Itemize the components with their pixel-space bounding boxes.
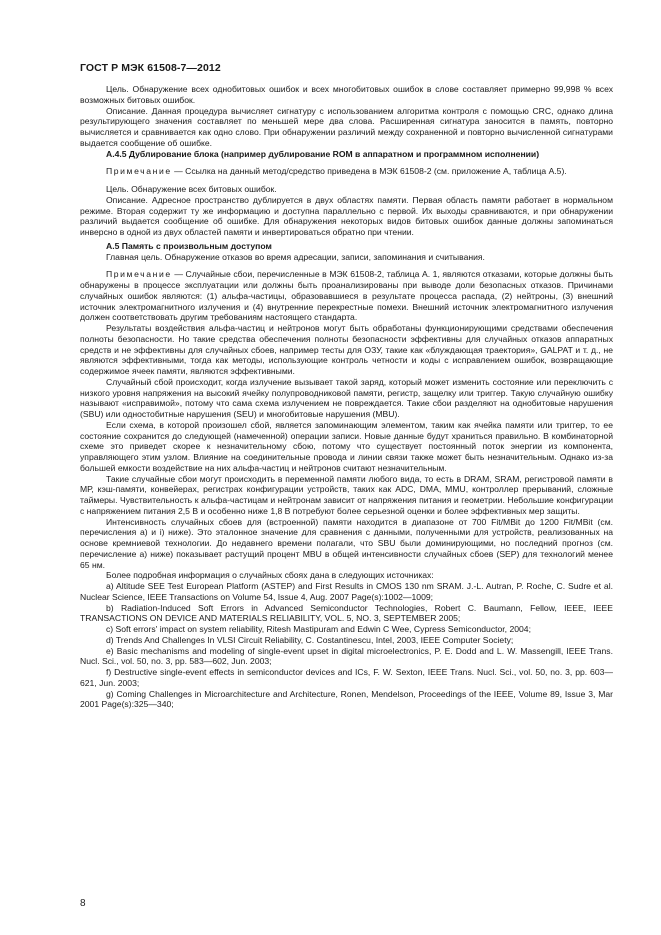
page-number: 8 (80, 898, 86, 909)
reference-item: f) Destructive single-event effects in semiconductor devices and ICs, F. W. Sexton, IEEE Trans. Nucl. Sci., vol. 50, no. 3, pp. 603—621, Jun. 2003; (80, 667, 613, 688)
reference-item: a) Altitude SEE Test European Platform (ASTEP) and First Results in CMOS 130 nm SRAM. J.-L. Autran, P. Roche, C. Sudre et al. Nuclear Science, IEEE Transactions on Volume 54, Issue 4, Aug. 2007 Page(s):1002—1009; (80, 581, 613, 602)
document-body (80, 84, 613, 710)
paragraph: Главная цель. Обнаружение отказов во время адресации, записи, запоминания и считывания. (106, 251, 485, 262)
reference-item: e) Basic mechanisms and modeling of single-event upset in digital microelectronics, P. E. Dodd and L. W. Massengill, IEEE Trans. Nucl. Sci., vol. 50, no. 3, pp. 583—602, Jun. 2003; (80, 645, 613, 667)
paragraph: Цель. Обнаружение всех однобитовых ошибок и всех многобитовых ошибок в слове составляет примерно 99,998 % всех возможных битовых ошибок. (80, 84, 613, 105)
paragraph: Результаты воздействия альфа-частиц и нейтронов могут быть обработаны функционирующими средствами обеспечения полноты безопасности. Но такие средства обеспечения полноты безопасности эффективны для случайных отказов аппаратных средств и не эффективны для случайных сбоев, например тесты для ОЗУ, такие как «блуждающая траектория», GALPAT и т. д., не являются эффективными, тогда как методы, использующие контроль четности и коды с исправлением ошибок, возвращающие содержимое ячеек памяти, являются эффективными. (80, 323, 613, 376)
reference-item: b) Radiation-Induced Soft Errors in Advanced Semiconductor Technologies, Robert C. Baumann, Fellow, IEEE, IEEE TRANSACTIONS ON DEVICE AND MATERIALS RELIABILITY, VOL. 5, NO. 3, SEPTEMBER 2005; (80, 602, 613, 624)
paragraph: Такие случайные сбои могут происходить в переменной памяти любого вида, то есть в DRAM, SRAM, регистровой памяти в МР, кэш-памяти, конвейерах, регистрах конфигурации устройств, таких как ADC, DMA, MMU, контроллер прерываний, сложные таймеры. Чувствительность к альфа-частицам и нейтронам зависит от напряжения питания и геометрии. Небольшие конфигурации с напряжением питания 2,5 В и особенно ниже 1,8 В потребуют более серьезной оценки и более эффективных мер защиты. (80, 473, 613, 516)
reference-item: d) Trends And Challenges In VLSI Circuit Reliability, C. Costantinescu, Intel, 2003, IEEE Computer Society; (106, 634, 514, 645)
note-label: Примечание (106, 166, 172, 177)
reference-item: c) Soft errors' impact on system reliability, Ritesh Mastipuram and Edwin C Wee, Cypress Semiconductor, 2004; (106, 624, 531, 634)
section-heading: А.5 Память с произвольным доступом (106, 240, 272, 251)
paragraph: Интенсивность случайных сбоев для (встроенной) памяти находится в диапазоне от 700 Fit/MBit до 1200 Fit/MBit (см. перечисления a) и i) ниже). Это эталонное значение для сравнения с данными, полученными для устройств, реализованных на основе кремниевой технологии. До недавнего времени полагали, что SBU были доминирующими, но последний прогноз (см. перечисление a) ниже) показывает растущий процент MBU в общей интенсивности случайных сбоев (SEP) для технологий менее 65 нм. (80, 516, 613, 570)
paragraph: Случайный сбой происходит, когда излучение вызывает такой заряд, который может изменить состояние или переключить с низкого уровня напряжения на высокий ячейку полупроводниковой памяти, регистр, защелку или триггер. Такую случайную ошибку называют «исправимой», потому что сама схема излучением не повреждается. Такие сбои разделяют на однобитовые нарушения (SBU) или одностобитные нарушения (SEU) и многобитовые нарушения (MBU). (80, 376, 613, 419)
paragraph: Более подробная информация о случайных сбоях дана в следующих источниках: (106, 570, 434, 581)
note-paragraph (80, 269, 613, 323)
document-header: ГОСТ Р МЭК 61508-7—2012 (80, 62, 221, 74)
note-paragraph (80, 166, 613, 177)
paragraph: Цель. Обнаружение всех битовых ошибок. (106, 184, 277, 194)
note-label: Примечание (106, 269, 172, 280)
paragraph: Если схема, в которой произошел сбой, является запоминающим элементом, таким как ячейка памяти или триггер, то ее состояние сохранится до следующей (намеченной) операции записи. Новые данные будут храниться правильно. В комбинаторной схеме это приведет скорее к незначительному сбою, потому что существует постоянный поток энергии из компонента, управляющего этим узлом. Влияние на соединительные провода и линии связи также может быть незначительным. Однако из-за большей емкости воздействие на них альфа-частиц и нейтронов считают незначительным. (80, 419, 613, 473)
paragraph: Описание. Данная процедура вычисляет сигнатуру с использованием алгоритма контроля с помощью CRC, однако длина результирующего значения составляет по меньшей мере два слова. Расширенная сигнатура заносится в память, повторно вычисляется и сравнивается как одно слово. При обнаружении различий между сохраненной и повторно вычисленной сигнатурами выдается сообщение об ошибке. (80, 105, 613, 148)
paragraph: Описание. Адресное пространство дублируется в двух областях памяти. Первая область памяти работает в нормальном режиме. Вторая содержит ту же информацию и доступна параллельно с первой. Их выходы сравниваются, и при обнаружении различий выдается сообщение об ошибке. Для обнаружения некоторых видов битовых ошибок данные должны запоминаться инверсно в одной из двух областей памяти и инвертироваться обратно при чтении. (80, 194, 613, 237)
section-heading: А.4.5 Дублирование блока (например дублирование ROM в аппаратном и программном исполнении) (106, 148, 540, 159)
note-text: — Случайные сбои, перечисленные в МЭК 61508-2, таблица А. 1, являются отказами, которые должны быть обнаружены в процессе эксплуатации или должны быть проанализированы при выводе доли безопасных отказов. Причинами случайных ошибок являются: (1) альфа-частицы, образовавшиеся в результате процесса распада, (2) нейтроны, (3) внешний источник электромагнитного излучения и (4) внутренние перекрестные помехи. Внешний источник электромагнитного излучения должен соответствовать другим требованиям настоящего стандарта. (80, 269, 613, 323)
note-text: — Ссылка на данный метод/средство приведена в МЭК 61508-2 (см. приложение А, таблица А.5). (174, 166, 567, 177)
reference-item: g) Coming Challenges in Microarchitecture and Architecture, Ronen, Mendelson, Proceedings of the IEEE, Volume 89, Issue 3, Mar 2001 Page(s):325—340; (80, 688, 613, 710)
